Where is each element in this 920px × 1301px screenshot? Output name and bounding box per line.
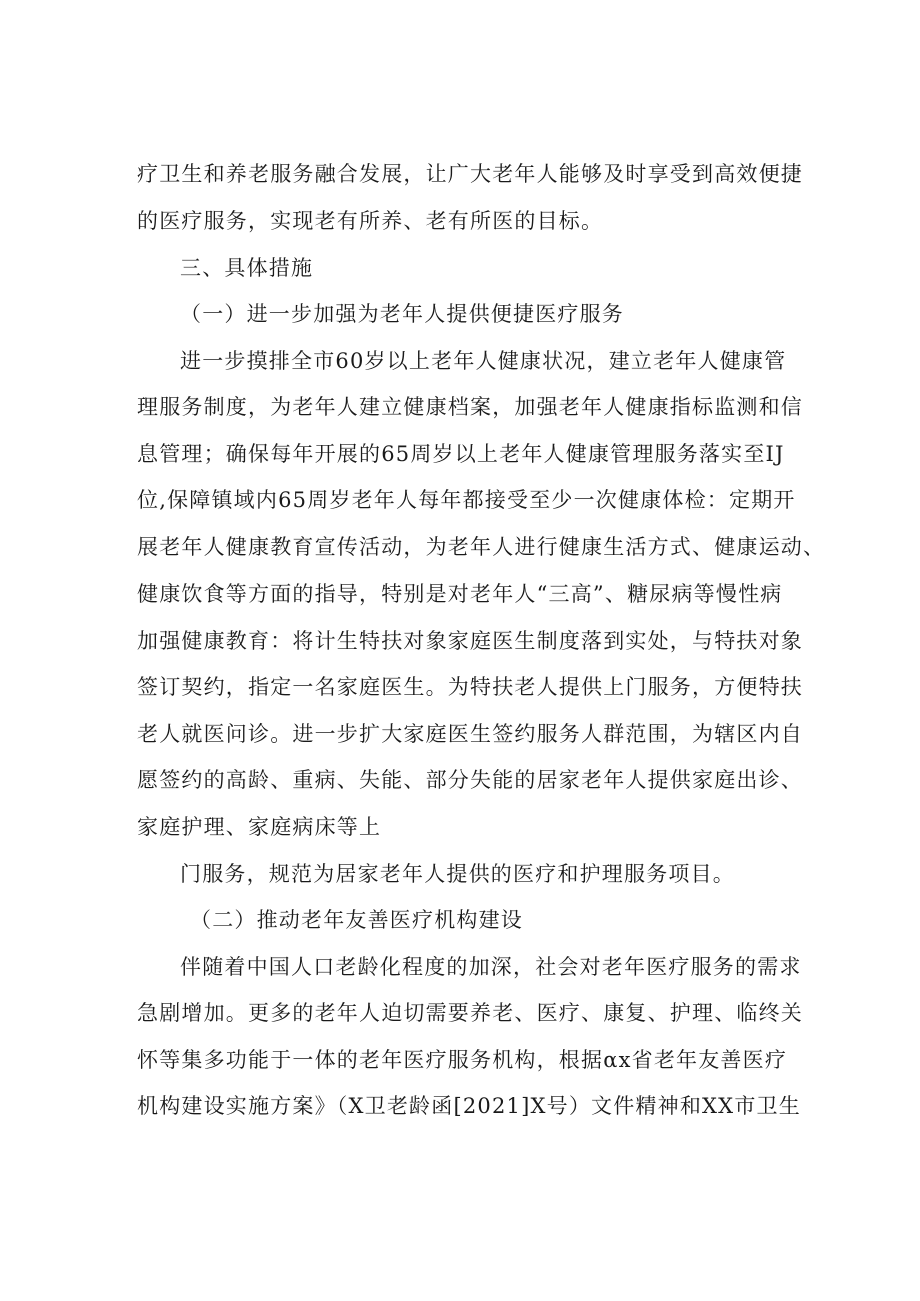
paragraph-line: 加强健康教育：将计生特扶对象家庭医生制度落到实处，与特扶对象 (137, 629, 803, 653)
subsection-heading: （二）推动老年友善医疗机构建设 (190, 908, 523, 932)
paragraph-line: 位,保障镇域内65周岁老年人每年都接受至少一次健康体检：定期开 (137, 488, 796, 512)
paragraph-line: 机构建设实施方案》（X卫老龄函[2021]X号）文件精神和XX市卫生 (137, 1094, 801, 1118)
paragraph-line: 签订契约，指定一名家庭医生。为特扶老人提供上门服务，方便特扶 (137, 675, 803, 699)
paragraph-line: 愿签约的高龄、重病、失能、部分失能的居家老年人提供家庭出诊、 (137, 768, 803, 792)
paragraph-line: 疗卫生和养老服务融合发展，让广大老年人能够及时享受到高效便捷 (137, 162, 803, 186)
paragraph-line: 老人就医问诊。进一步扩大家庭医生签约服务人群范围，为辖区内自 (137, 722, 803, 746)
paragraph-line: 门服务，规范为居家老年人提供的医疗和护理服务项目。 (180, 862, 735, 886)
paragraph-line: 理服务制度，为老年人建立健康档案，加强老年人健康指标监测和信 (137, 395, 803, 419)
paragraph-line: 急剧增加。更多的老年人迫切需要养老、医疗、康复、护理、临终关 (137, 1001, 803, 1025)
paragraph-line: 的医疗服务，实现老有所养、老有所医的目标。 (137, 209, 604, 233)
paragraph-line: 怀等集多功能于一体的老年医疗服务机构，根据αx省老年友善医疗 (137, 1048, 788, 1072)
paragraph-line: 进一步摸排全市60岁以上老年人健康状况，建立老年人健康管 (180, 349, 787, 373)
paragraph-line: 健康饮食等方面的指导，特别是对老年人“三高”、糖尿病等慢性病 (137, 582, 783, 606)
subsection-heading: （一）进一步加强为老年人提供便捷医疗服务 (180, 302, 624, 326)
paragraph-line: 伴随着中国人口老龄化程度的加深，社会对老年医疗服务的需求 (180, 955, 802, 979)
section-heading: 三、具体措施 (180, 256, 314, 280)
paragraph-line: 家庭护理、家庭病床等上 (137, 815, 382, 839)
paragraph-line: 息管理；确保每年开展的65周岁以上老年人健康管理服务落实至IJ (137, 442, 785, 466)
paragraph-line: 展老年人健康教育宣传活动，为老年人进行健康生活方式、健康运动、 (137, 535, 826, 559)
